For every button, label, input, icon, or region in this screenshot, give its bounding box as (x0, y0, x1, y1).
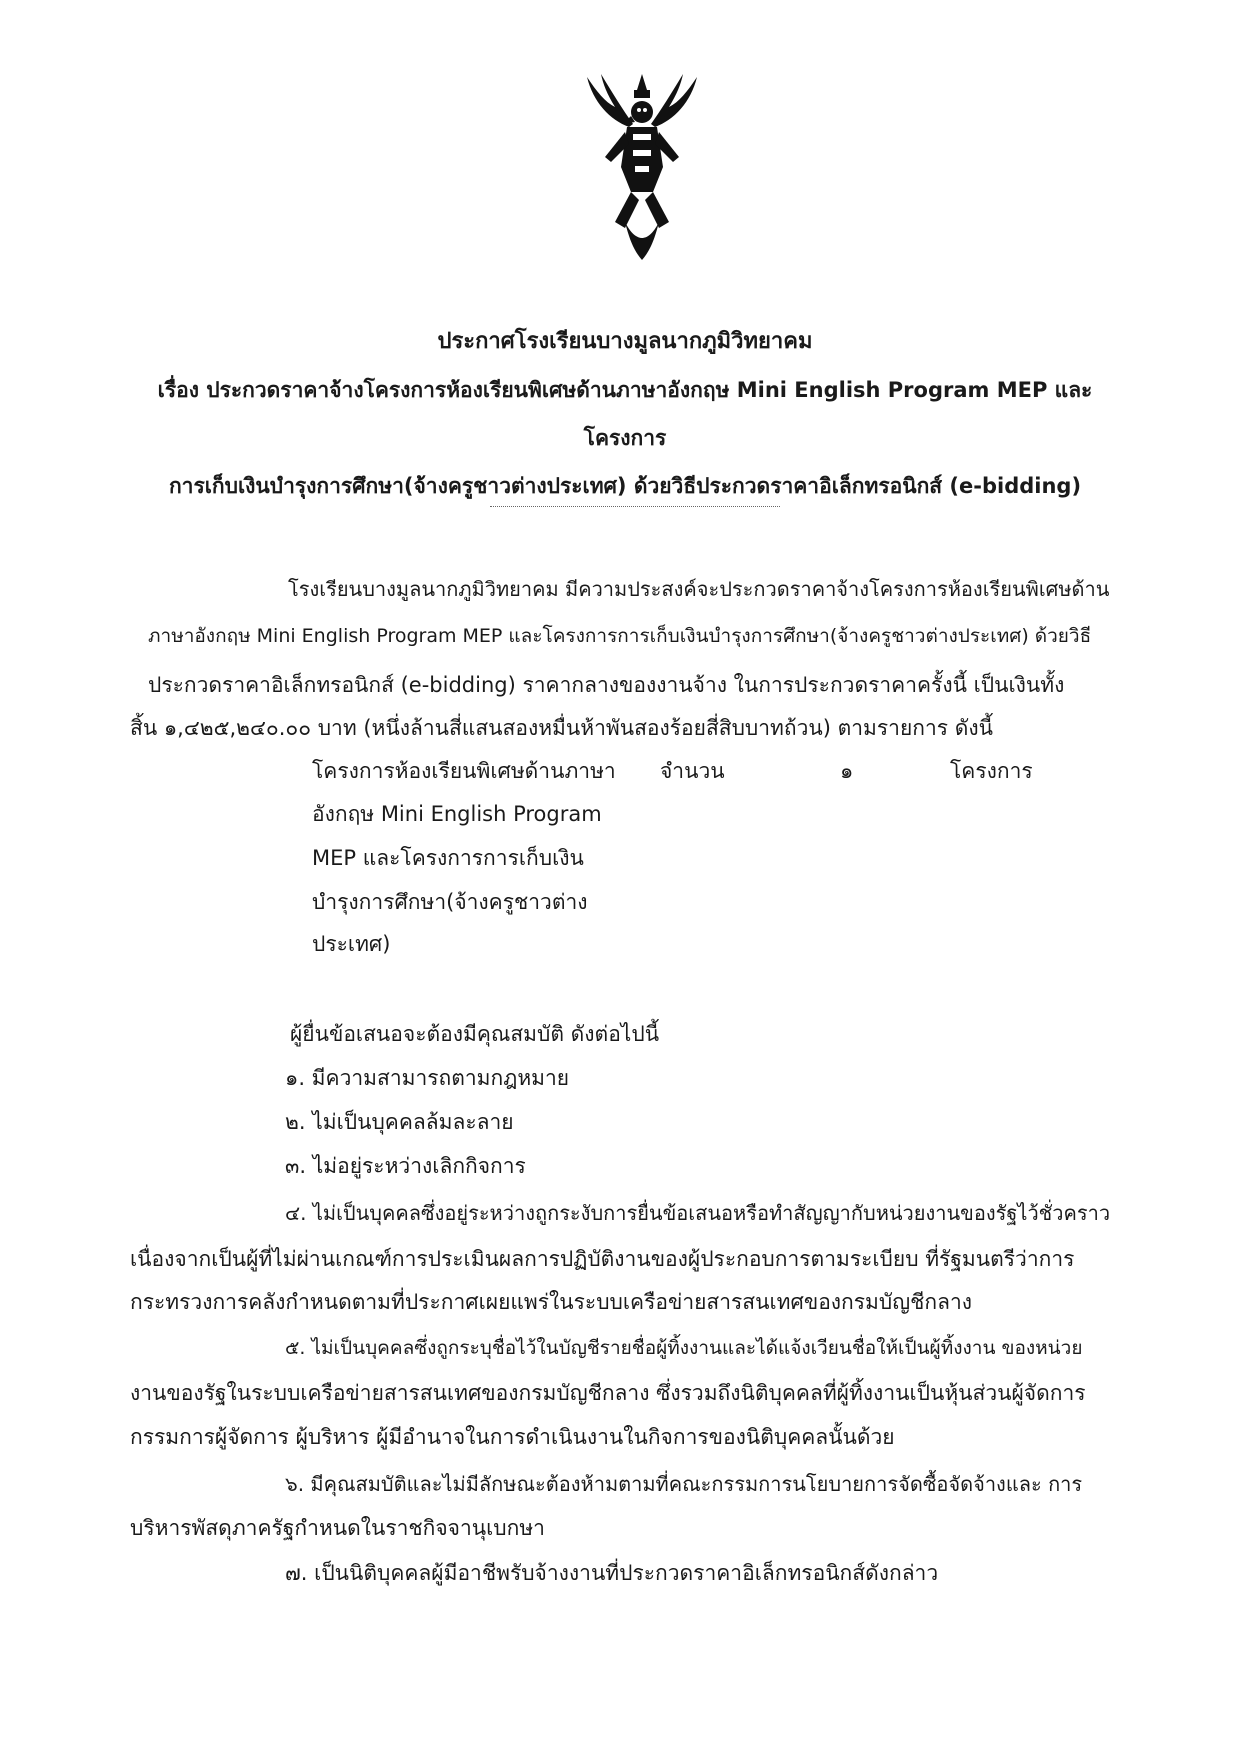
item-unit: โครงการ (950, 759, 1033, 783)
title-line-school: ประกาศโรงเรียนบางมูลนากภูมิวิทยาคม (437, 329, 813, 354)
title-line-subject: เรื่อง ประกวดราคาจ้างโครงการห้องเรียนพิเศษด้านภาษาอังกฤษ Mini English Program MEP และโครงการ (157, 378, 1093, 450)
qualification-line: กระทรวงการคลังกำหนดตามที่ประกาศเผยแพร่ในระบบเครือข่ายสารสนเทศของกรมบัญชีกลาง (130, 1290, 972, 1314)
title-line-method: การเก็บเงินบำรุงการศึกษา(จ้างครูชาวต่างประเทศ) ด้วยวิธีประกวดราคาอิเล็กทรอนิกส์ (e-bidding) (168, 474, 1082, 498)
intro-line-4: สิ้น ๑,๔๒๕,๒๔๐.๐๐ บาท (หนึ่งล้านสี่แสนสองหมื่นห้าพันสองร้อยสี่สิบบาทถ้วน) ตามรายการ ดังนี้ (130, 716, 993, 740)
item-qty-label: จำนวน (660, 759, 725, 783)
qualification-line: เนื่องจากเป็นผู้ที่ไม่ผ่านเกณฑ์การประเมินผลการปฏิบัติงานของผู้ประกอบการตามระเบียบ ที่รัฐมนตรีว่าการ (130, 1247, 1075, 1271)
item-qty: ๑ (840, 759, 854, 783)
intro-line-3: ประกวดราคาอิเล็กทรอนิกส์ (e-bidding) ราคากลางของงานจ้าง ในการประกวดราคาครั้งนี้ เป็นเงินทั้ง (148, 673, 1065, 697)
qualification-line: ๔. ไม่เป็นบุคคลซึ่งอยู่ระหว่างถูกระงับการยื่นข้อเสนอหรือทำสัญญากับหน่วยงานของรัฐไว้ชั่วคราว (285, 1201, 1111, 1225)
item-name-line-5: ประเทศ) (312, 932, 391, 956)
qualification-line: กรรมการผู้จัดการ ผู้บริหาร ผู้มีอำนาจในการดำเนินงานในกิจการของนิติบุคคลนั้นด้วย (130, 1425, 895, 1449)
item-name-line-3: MEP และโครงการการเก็บเงิน (312, 846, 584, 870)
garuda-emblem-icon (585, 72, 700, 262)
qualification-line: บริหารพัสดุภาครัฐกำหนดในราชกิจจานุเบกษา (130, 1516, 545, 1540)
item-name-line-2: อังกฤษ Mini English Program (312, 802, 602, 826)
qualification-line: ๗. เป็นนิติบุคคลผู้มีอาชีพรับจ้างงานที่ประกวดราคาอิเล็กทรอนิกส์ดังกล่าว (285, 1561, 939, 1585)
intro-line-1: โรงเรียนบางมูลนากภูมิวิทยาคม มีความประสงค์จะประกวดราคาจ้างโครงการห้องเรียนพิเศษด้าน (288, 577, 1110, 601)
announcement-title (130, 318, 1120, 510)
qualification-line: ๕. ไม่เป็นบุคคลซึ่งถูกระบุชื่อไว้ในบัญชีรายชื่อผู้ทิ้งงานและได้แจ้งเวียนชื่อให้เป็นผู้ทิ้งงาน ของหน่วย (285, 1337, 1083, 1359)
qualification-line: ๓. ไม่อยู่ระหว่างเลิกกิจการ (285, 1154, 526, 1178)
intro-line-2: ภาษาอังกฤษ Mini English Program MEP และโครงการการเก็บเงินบำรุงการศึกษา(จ้างครูชาวต่างประเทศ) ด้วยวิธี (148, 625, 1092, 647)
qualification-heading: ผู้ยื่นข้อเสนอจะต้องมีคุณสมบัติ ดังต่อไปนี้ (290, 1022, 660, 1046)
qualification-line: ๑. มีความสามารถตามกฎหมาย (285, 1066, 570, 1090)
qualification-line: งานของรัฐในระบบเครือข่ายสารสนเทศของกรมบัญชีกลาง ซึ่งรวมถึงนิติบุคคลที่ผู้ทิ้งงานเป็นหุ้นส่วนผู้จัดการ (130, 1381, 1086, 1405)
item-name-line-4: บำรุงการศึกษา(จ้างครูชาวต่าง (312, 890, 588, 914)
item-name-line-1: โครงการห้องเรียนพิเศษด้านภาษา (312, 759, 616, 783)
qualification-line: ๖. มีคุณสมบัติและไม่มีลักษณะต้องห้ามตามที่คณะกรรมการนโยบายการจัดซื้อจัดจ้างและ การ (285, 1472, 1083, 1496)
title-divider (490, 506, 780, 507)
qualification-line: ๒. ไม่เป็นบุคคลล้มละลาย (285, 1110, 514, 1134)
